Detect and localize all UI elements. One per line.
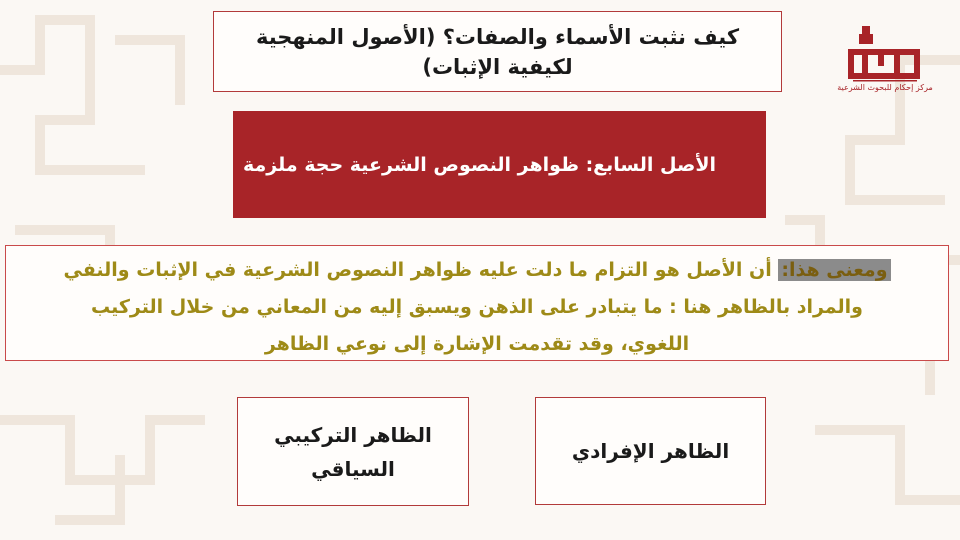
meaning-label: ومعنى هذا: — [778, 259, 890, 281]
logo-subtitle: مركز إحكام للبحوث الشرعية — [837, 83, 933, 92]
composite-line-2: السياقي — [311, 456, 395, 481]
principle-text: الأصل السابع: ظواهر النصوص الشرعية حجة ملزمة — [243, 153, 716, 176]
title-line-1: كيف نثبت الأسماء والصفات؟ (الأصول المنهجية — [255, 24, 740, 49]
meaning-box — [5, 245, 949, 361]
title-line-2: لكيفية الإثبات) — [422, 54, 573, 79]
principle-banner — [233, 111, 766, 218]
meaning-line-3: اللغوي، وقد تقدمت الإشارة إلى نوعي الظاهر — [264, 333, 690, 355]
composite-apparent-box — [237, 397, 469, 506]
meaning-line-1 — [12, 252, 942, 289]
logo — [837, 22, 933, 100]
meaning-line-2: والمراد بالظاهر هنا : ما يتبادر على الذهن ويسبق إليه من المعاني من خلال التركيب — [91, 296, 863, 318]
title-box — [213, 11, 782, 92]
single-text: الظاهر الإفرادي — [571, 439, 730, 463]
logo-mark-icon — [837, 22, 933, 100]
composite-line-1: الظاهر التركيبي — [274, 422, 432, 447]
single-apparent-box — [535, 397, 766, 505]
meaning-text-1: أن الأصل هو التزام ما دلت عليه ظواهر النصوص الشرعية في الإثبات والنفي — [63, 259, 779, 281]
